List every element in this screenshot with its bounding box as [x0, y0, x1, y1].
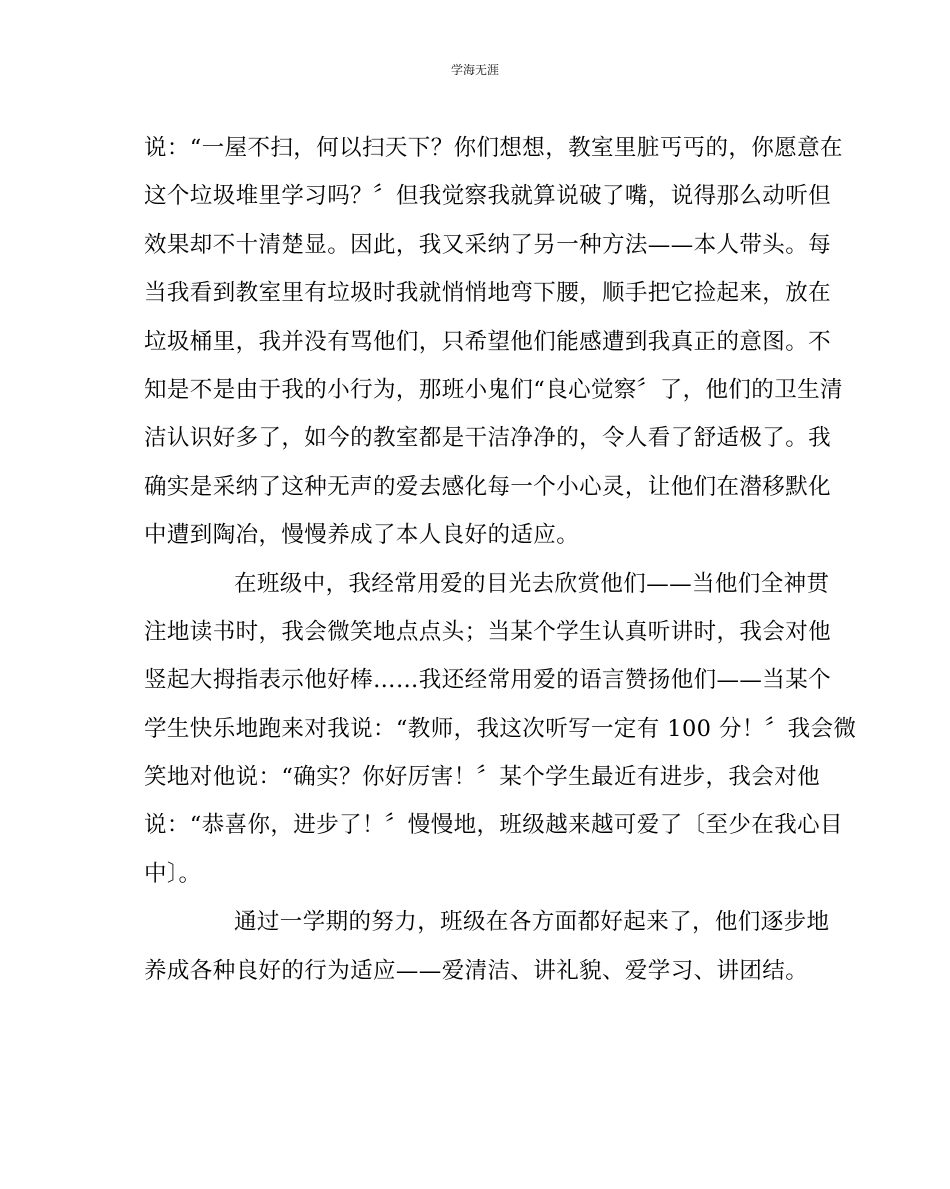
- text-line: 养成各种良好的行为适应——爱清洁、讲礼貌、爱学习、讲团结。: [144, 957, 809, 984]
- text-line: 中〕。: [144, 860, 202, 887]
- text-line: 确实是采纳了这种无声的爱去感化每一个小心灵，让他们在潜移默化: [144, 473, 832, 500]
- paragraph-2: [144, 560, 857, 899]
- text-line: 洁认识好多了，如今的教室都是干洁净净的，令人看了舒适极了。我: [144, 425, 832, 452]
- text-line: 效果却不十清楚显。因此，我又采纳了另一种方法——本人带头。每: [144, 231, 832, 258]
- text-line: 学生快乐地跑来对我说：“教师，我这次听写一定有 100 分！〞我会微: [144, 715, 857, 742]
- text-line: 说：“一屋不扫，何以扫天下？你们想想，教室里脏丐丐的，你愿意在: [144, 135, 843, 161]
- text-line: 这个垃圾堆里学习吗？〞但我觉察我就算说破了嘴，说得那么动听但: [144, 183, 832, 210]
- paragraph-1: [144, 124, 843, 560]
- text-line: 注地读书时，我会微笑地点点头；当某个学生认真听讲时，我会对他: [144, 618, 832, 645]
- text-line: 中遭到陶冶，慢慢养成了本人良好的适应。: [144, 522, 580, 549]
- text-line: 在班级中，我经常用爱的目光去欣赏他们——当他们全神贯: [234, 570, 830, 597]
- text-line: 通过一学期的努力，班级在各方面都好起来了，他们逐步地: [234, 909, 830, 936]
- text-line: 说：“恭喜你，进步了！〞慢慢地，班级越来越可爱了〔至少在我心目: [144, 812, 843, 839]
- page-header: 学海无涯: [450, 63, 499, 77]
- text-line: 当我看到教室里有垃圾时我就悄悄地弯下腰，顺手把它捡起来，放在: [144, 280, 832, 307]
- text-line: 笑地对他说：“确实？你好厉害！〞某个学生最近有进步，我会对他: [144, 764, 821, 791]
- text-line: 知是不是由于我的小行为，那班小鬼们“良心觉察〞了，他们的卫生清: [144, 376, 843, 403]
- text-line: 竖起大拇指表示他好棒……我还经常用爱的语言赞扬他们——当某个: [144, 667, 832, 694]
- text-line: 垃圾桶里，我并没有骂他们，只希望他们能感遭到我真正的意图。不: [144, 328, 832, 355]
- paragraph-3: [144, 898, 830, 995]
- document-body: [144, 124, 857, 995]
